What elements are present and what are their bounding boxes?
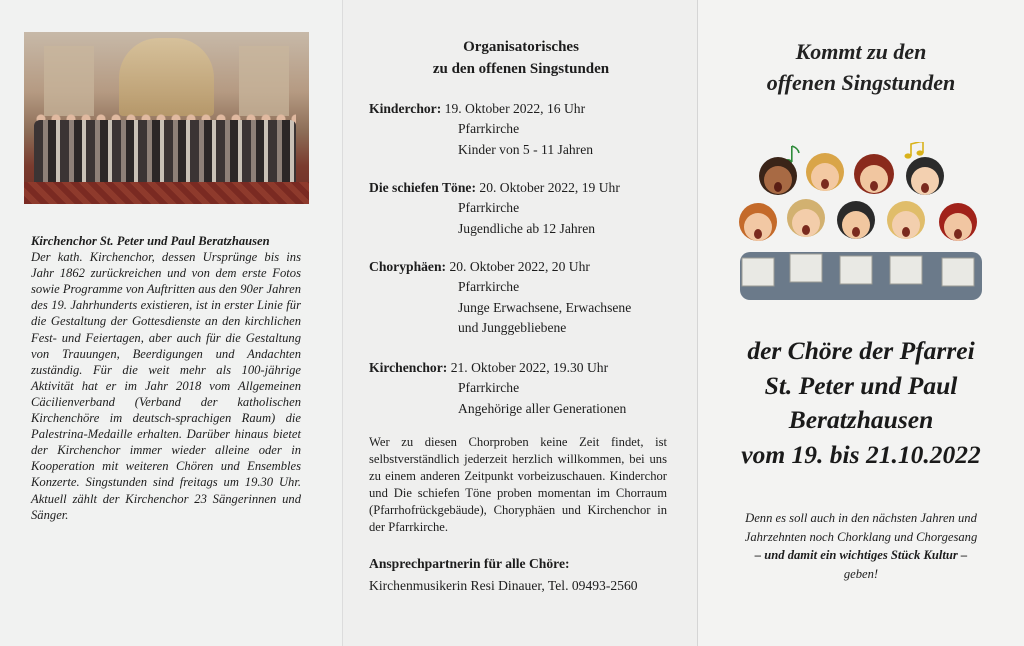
singer-back-1	[759, 157, 797, 195]
singer-front-2	[787, 199, 825, 237]
singer-back-2	[806, 153, 844, 191]
contact-info: Kirchenmusikerin Resi Dinauer, Tel. 09493-2560	[369, 578, 638, 593]
singer-front-4	[887, 201, 925, 239]
left-panel	[0, 0, 342, 646]
singer-back-4	[906, 157, 944, 195]
music-note-icon	[905, 142, 924, 159]
contact-heading: Ansprechpartnerin für alle Chöre:	[369, 556, 570, 571]
right-panel	[698, 0, 1024, 646]
choir-group-photo	[24, 32, 309, 204]
schedule-entry-kinderchor: Kinderchor: 19. Oktober 2022, 16 Uhr Pfarrkirche Kinder von 5 - 11 Jahren	[369, 101, 594, 157]
schedule-entry-choryphaeen: Choryphäen: 20. Oktober 2022, 20 Uhr Pfarrkirche Junge Erwachsene, Erwachsene und Junggebliebene	[369, 259, 632, 336]
middle-panel	[342, 0, 698, 646]
organisation-title: Organisatorisches zu den offenen Singstunden	[432, 39, 610, 77]
singer-front-3	[837, 201, 875, 239]
schedule-entry-kirchenchor: Kirchenchor: 21. Oktober 2022, 19.30 Uhr Pfarrkirche Angehörige aller Generationen	[369, 360, 627, 416]
schedule-entry-schiefe-toene: Die schiefen Töne: 20. Oktober 2022, 19 Uhr Pfarrkirche Jugendliche ab 12 Jahren	[369, 180, 620, 236]
singing-children-illustration	[730, 142, 992, 300]
singer-front-1	[739, 203, 777, 241]
invitation-headline: Kommt zu den offenen Singstunden	[766, 39, 956, 95]
rehearsal-note: Wer zu diesen Chorproben keine Zeit findet, ist selbstverständlich jederzeit herzlich willkommen, bei uns zu einem anderen Zeitpunkt vorbeizuschauen. Kinderchor und Die schiefen Töne proben momentan im Chorraum (Pfarrhofrückgebäude), Choryphäen und Kirchenchor in der Pfarrkirche.	[369, 435, 667, 534]
singer-back-3	[854, 154, 894, 194]
choir-description	[31, 233, 301, 523]
closing-statement: Denn es soll auch in den nächsten Jahren und Jahrzehnten noch Chorklang und Chorgesang – und damit ein wichtiges Stück Kultur – geben!	[744, 511, 978, 581]
caption-title: Kirchenchor St. Peter und Paul Beratzhausen	[31, 234, 270, 248]
caption-body: Der kath. Kirchenchor, dessen Ursprünge bis ins Jahr 1862 zurückreichen und von dem erste Fotos sowie Programme von Auftritten aus den 90er Jahren des 19. Jahrhunderts existieren, ist in erster Linie für die Gestaltung der Gottesdienste an den kirchlichen Fest- und Feiertagen, aber auch für die Gestaltung von Trauungen, Beerdigungen und Andachten zuständig. Für die weit mehr als 100-jährige Aktivität hat er im Jahr 2018 vom Allgemeinen Cäcilienverband (Verband der katholischen Kirchenchöre im deutsch-sprachigen Raum) die Palestrina-Medaille erhalten. Darüber hinaus bietet der Kirchenchor immer wieder alleine oder in Kooperation mit weiteren Chören und Ensembles Konzerte. Singstunden sind freitags um 19.30 Uhr. Aktuell zählt der Kirchenchor 23 Sängerinnen und Sänger.	[31, 250, 301, 522]
event-title: der Chöre der Pfarrei St. Peter und Paul Beratzhausen vom 19. bis 21.10.2022	[741, 336, 981, 469]
singer-front-5	[939, 203, 977, 241]
